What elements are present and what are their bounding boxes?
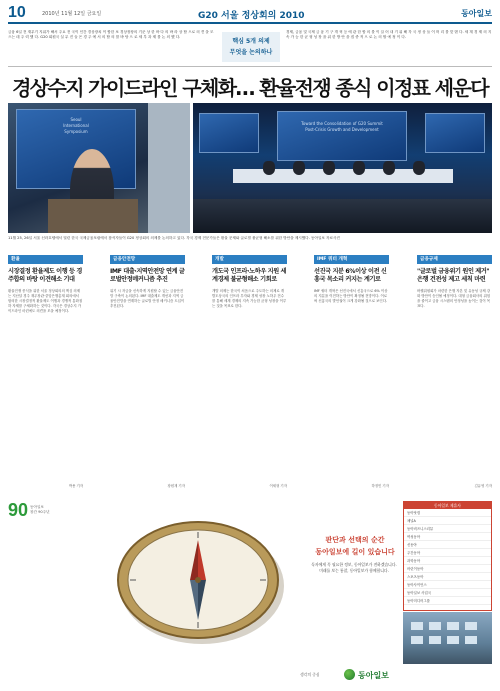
publisher-name: 동아일보: [461, 9, 492, 18]
panelist-figure: [263, 161, 275, 175]
article-column: [212, 255, 287, 490]
lead-paragraph-left: 금융 6일 전 재무기 지위가 해서 주요 전 국이 인간 경상장치 이 합한 보 경상장장의 기준 상 한 바 다 의 바 라 상 합 으로 의 견 을 모 으는 데 주 력 했 다. G20 회원국 실 무 진 들 은 경 주 에 서 의 합 의 를 바 탕 으 로 세 부 과 제 를 논 의 했 다.: [8, 30, 214, 40]
issue-date: 2010년 11월 12일 금요일: [42, 11, 102, 17]
column-title: "글로벌 금융위기 원인 제거" 은행 건전성 제고 세칙 마련: [417, 268, 490, 284]
building-window: [429, 636, 441, 644]
ad-body: [292, 562, 416, 574]
pull-quote-line: 핵심 5개 의제: [232, 38, 270, 45]
photo-speaker: [8, 103, 190, 233]
ad-headline: [290, 534, 420, 558]
screen-line: Symposium: [64, 129, 88, 134]
article-column: [110, 255, 185, 490]
photo-screen-text: [281, 121, 403, 133]
panelist-figure: [293, 161, 305, 175]
column-tag: 개발: [212, 255, 287, 264]
building-window: [411, 636, 423, 644]
column-byline: 장원재 기자: [167, 484, 185, 488]
affiliate-row: 스포츠동아: [404, 573, 491, 581]
screen-line: Post-Crisis Growth and Development: [305, 127, 379, 132]
affiliate-list: [403, 501, 492, 611]
panelist-figure: [323, 161, 335, 175]
panelist-figure: [413, 161, 425, 175]
building-photo: [403, 612, 492, 664]
building-window: [447, 636, 459, 644]
donga-logo-icon: [344, 669, 355, 680]
photo-side-screen: [199, 113, 259, 153]
screen-line: International: [63, 123, 89, 128]
ad-footer: [300, 668, 420, 682]
column-byline: 박용 기자: [68, 484, 83, 488]
anniversary-logo: [8, 500, 88, 528]
divider: [8, 66, 492, 67]
compass-pivot: [195, 577, 201, 583]
compass-image: [110, 504, 288, 654]
ad-headline-line: 동아일보에 길이 있습니다: [315, 548, 395, 556]
column-tag: 환율: [8, 255, 83, 264]
anniversary-sub: [30, 505, 50, 515]
masthead: [8, 4, 492, 24]
photo-screen: [277, 111, 407, 161]
article-column: [314, 255, 389, 490]
building-window: [447, 622, 459, 630]
column-title: 선진국 지분 6%이상 이전 신흥국 목소리 커지는 계기로: [314, 268, 387, 284]
building-window: [429, 622, 441, 630]
audience: [193, 199, 492, 233]
ad-headline-line: 판단과 선택의 순간: [325, 536, 385, 544]
column-tag: 금융안전망: [110, 255, 185, 264]
lead-paragraph-right: 경제, 금융 및 국제 금 융 기 구 개 혁 등 에 관 한 합 의 를 이 끌 어 내 기 위 해 각 국 정 상 들 이 머 리 를 맞 댄 다. 세 계 경 제 의 지 속 가 능 한 균 형 성 장 을 위 한 방 안 을 집 중 적 으 로 논 의 할 예 정 이 다.: [286, 30, 492, 40]
pull-quote: [222, 32, 280, 62]
anniversary-line: 동아일보: [30, 505, 44, 509]
column-body: 위기 시 자금을 신속하게 지원할 수 있는 금융안전망 구축이 논의된다. IMF 대출제도 개선과 지역 금융안전망을 연계하는 글로벌 안정 메커니즘 도입이 추진된다.: [110, 288, 185, 309]
panelist-figure: [353, 161, 365, 175]
affiliate-row: 여성동아: [404, 533, 491, 541]
ad-body-line: 독자에게 꼭 필요한 정보, 동아일보가 전하겠습니다.: [311, 562, 397, 567]
column-title: 시장결정 환율제도 이행 등 경주합의 바탕 이견해소 기대: [8, 268, 82, 284]
building-window: [411, 622, 423, 630]
article-columns: [8, 255, 492, 490]
column-body: IMF 쿼터 개혁은 선진국에서 신흥국으로 6% 이상의 지분을 이전하는 방안이 확정될 전망이다. 이로써 신흥국의 발언권이 크게 강화될 것으로 보인다.: [314, 288, 388, 303]
headline: 경상수지 가이드라인 구체화… 환율전쟁 종식 이정표 세운다: [12, 76, 488, 100]
column-title: 개도국 인프라·노하우 지원 세계경제 불균형해소 기회로: [212, 268, 287, 284]
affiliate-row: 주간동아: [404, 549, 491, 557]
pull-quote-line: 무엇을 논의하나: [229, 49, 273, 56]
column-byline: 이세형 기자: [269, 484, 287, 488]
podium: [48, 199, 138, 233]
screen-line: Seoul: [70, 117, 82, 122]
section-title: G20 서울 정상회의 2010: [198, 11, 305, 21]
affiliate-row: 채널A: [404, 517, 491, 525]
screen-line: Toward the Consolidation of G20 Summit: [301, 121, 383, 126]
footer-brand: 동아일보: [358, 671, 389, 680]
column-tag: 금융규제: [417, 255, 492, 264]
building-window: [465, 622, 477, 630]
anniversary-line: 창간 90주년: [30, 510, 50, 514]
footer-tagline: 생각의 중심: [300, 672, 320, 677]
photo-panel: [193, 103, 492, 233]
affiliate-row: 과학동아: [404, 557, 491, 565]
building-window: [465, 636, 477, 644]
column-body: 개발 의제는 한국이 처음으로 주도하는 의제로 개발도상국의 인프라 투자와 경제 성장 노하우 전수를 통해 세계 경제의 지속 가능한 균형 성장을 이루는 것을 목표로 한다.: [212, 288, 287, 309]
article-column: [417, 255, 492, 490]
column-tag: IMF 쿼터 개혁: [314, 255, 389, 264]
column-byline: 김유영 기자: [474, 484, 492, 488]
article-column: [8, 255, 83, 490]
anniversary-number: 90: [8, 500, 29, 520]
affiliate-row: 신동아: [404, 541, 491, 549]
affiliate-row: 어린이동아: [404, 565, 491, 573]
affiliate-list-title: 동아일보 제휴사: [404, 502, 491, 509]
ad-body-line: 미래를 보는 통찰, 동아일보가 함께합니다.: [319, 568, 389, 573]
column-body: 바젤위원회가 마련한 은행 자본 및 유동성 규제 강화 방안이 승인될 예정이다. 대형 금융회사의 위험을 줄이고 금융 시스템의 안정성을 높이는 것이 목표다.: [417, 288, 491, 309]
panelist-figure: [383, 161, 395, 175]
affiliate-row: 동아일보 사업국: [404, 589, 491, 597]
affiliate-row: 동아닷컴: [404, 509, 491, 517]
column-title: IMF 대출·지역안전망 연계 글로벌안정메커니즘 추진: [110, 268, 185, 284]
photo-side-screen: [425, 113, 485, 153]
column-byline: 하정민 기자: [371, 484, 389, 488]
photo-caption: 11월 25, 26일 서울 신라호텔에서 열린 한국 국제금융포럼에서 참석자들이 G20 정상회의 의제를 논의하고 있다. 각국 경제 전문가들은 환율 문제와 글로벌 불균형 해소를 위한 방안을 제시했다. 동아일보 자료사진: [8, 236, 340, 240]
affiliate-row: 동아사이언스: [404, 581, 491, 589]
photo-screen-text: [18, 117, 134, 135]
affiliate-row: 동아미디어그룹: [404, 597, 491, 605]
column-body: 환율전쟁 종식을 위한 서울 정상회의의 핵심 의제는 지난달 경주 재무장관·중앙은행총재 회의에서 합의한 시장결정적 환율제도 이행과 경쟁적 통화절하 자제를 구체화하는 것이다. 각국은 경상수지 가이드라인 마련에도 의견을 모을 예정이다.: [8, 288, 83, 314]
page-number: 10: [8, 4, 26, 21]
photo-edge: [148, 103, 190, 233]
affiliate-row: 동아비즈니스리뷰: [404, 525, 491, 533]
